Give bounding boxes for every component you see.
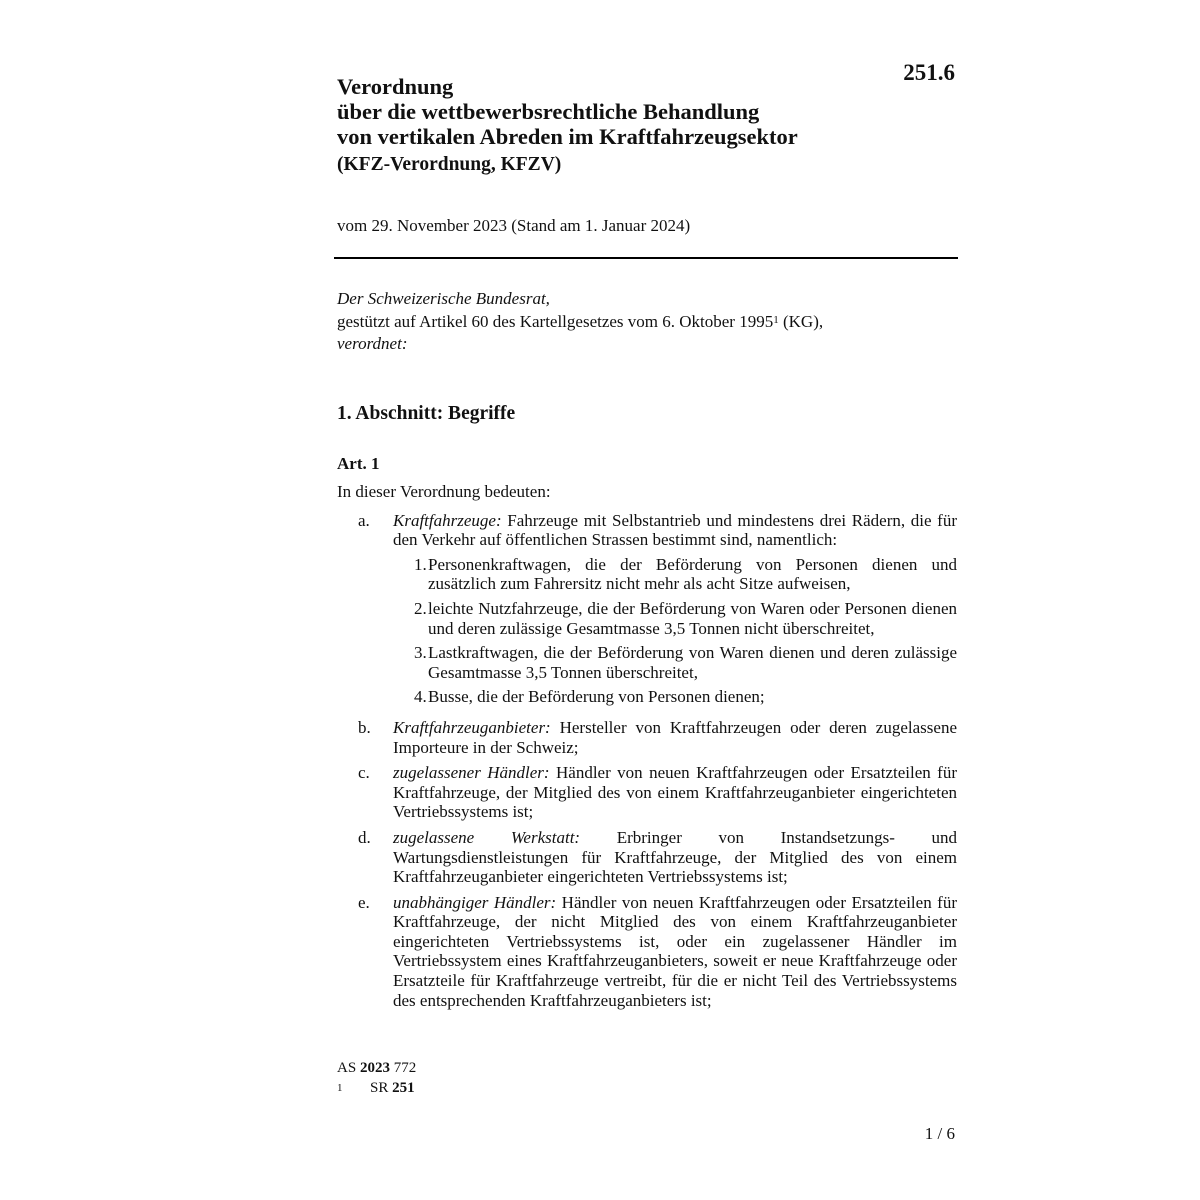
preamble-decree: verordnet: xyxy=(337,334,408,353)
preamble-authority: Der Schweizerische Bundesrat, xyxy=(337,289,550,308)
sr-ref-number: 251 xyxy=(392,1079,415,1096)
preamble-basis xyxy=(337,311,823,334)
item-marker: a. xyxy=(358,510,370,530)
defined-term: Kraftfahrzeuganbieter: xyxy=(393,717,551,737)
footnote-marker: 1 xyxy=(337,1081,343,1094)
sub-item xyxy=(393,687,957,707)
article-body xyxy=(337,482,957,1016)
page-number: 1 / 6 xyxy=(924,1124,955,1143)
sub-item xyxy=(393,599,957,638)
definition-item xyxy=(337,828,957,887)
date-line: vom 29. November 2023 (Stand am 1. Januar 2024) xyxy=(337,216,691,235)
section-heading: 1. Abschnitt: Begriffe xyxy=(337,403,516,424)
sub-item xyxy=(393,643,957,682)
footnotes xyxy=(337,1059,416,1098)
sub-item-marker: 2. xyxy=(414,598,427,618)
title-line: über die wettbewerbsrechtliche Behandlung xyxy=(337,99,760,124)
title-line: Verordnung xyxy=(337,74,454,99)
defined-term: unabhängiger Händler: xyxy=(393,892,557,912)
sr-prefix: SR xyxy=(370,1079,389,1096)
sr-number: 251.6 xyxy=(903,60,955,85)
sub-item-text: Busse, die der Beförderung von Personen dienen; xyxy=(428,687,765,707)
definition-item xyxy=(337,718,957,757)
article-intro: In dieser Verordnung bedeuten: xyxy=(337,482,551,501)
item-marker: b. xyxy=(358,717,371,737)
sub-item xyxy=(393,555,957,594)
definition-item xyxy=(337,893,957,1011)
defined-term: zugelassener Händler: xyxy=(393,763,550,783)
item-marker: d. xyxy=(358,827,371,847)
definition-text: Hersteller von Kraftfahrzeugen oder deren zugelassene Importeure in der Schweiz; xyxy=(393,717,957,757)
as-year: 2023 xyxy=(359,1060,390,1076)
definition-item xyxy=(337,511,957,712)
footnote-1 xyxy=(337,1079,416,1099)
sub-item-text: Lastkraftwagen, die der Beförderung von Waren dienen und deren zulässige Gesamtmasse 3,5 Tonnen überschreitet, xyxy=(428,643,957,682)
definition-text: Händler von neuen Kraftfahrzeugen oder Ersatzteilen für Kraftfahrzeuge, der nicht Mitglied des von einem Kraftfahrzeuganbieter eingerichteten Vertriebssystems ist, oder ein zugelassener Händler im Vertriebssystem eines Kraftfahrzeuganbieters, soweit er neue Kraftfahrzeuge oder Ersatzteile für Kraftfahrzeuge vertreibt, für die er nicht Teil des Vertriebssystems des entsprechenden Kraftfahrzeuganbieters ist; xyxy=(393,892,957,1010)
footnote-ref[interactable]: 1 xyxy=(773,313,779,326)
sub-item-text: Personenkraftwagen, die der Beförderung von Personen dienen und zusätzlich zum Fahrersitz nicht mehr als acht Sitze aufweisen, xyxy=(428,554,957,594)
sub-item-marker: 4. xyxy=(414,687,427,707)
sub-item-marker: 3. xyxy=(414,643,427,663)
preamble xyxy=(337,288,823,356)
sub-item-text: leichte Nutzfahrzeuge, die der Beförderung von Waren oder Personen dienen und deren zulässige Gesamtmasse 3,5 Tonnen nicht überschreitet, xyxy=(428,598,957,638)
article-heading: Art. 1 xyxy=(337,454,380,473)
preamble-basis-tail: (KG), xyxy=(778,311,824,331)
item-marker: c. xyxy=(358,763,370,783)
title-divider xyxy=(334,257,958,259)
title-line: von vertikalen Abreden im Kraftfahrzeugsektor xyxy=(337,124,798,149)
definition-text: Erbringer von Instandsetzungs- und Wartungsdienstleistungen für Kraftfahrzeuge, der Mitglied des von einem Kraftfahrzeuganbieter eingerichteten Vertriebssystems ist; xyxy=(393,827,957,887)
sub-item-marker: 1. xyxy=(414,554,427,574)
definition-text: Fahrzeuge mit Selbstantrieb und mindestens drei Rädern, die für den Verkehr auf öffentlichen Strassen bestimmt sind, namentlich: xyxy=(393,510,957,550)
defined-term: Kraftfahrzeuge: xyxy=(393,510,502,530)
document-title xyxy=(337,74,957,149)
official-collection-ref xyxy=(337,1059,416,1079)
definition-item xyxy=(337,763,957,822)
item-marker: e. xyxy=(358,892,370,912)
defined-term: zugelassene Werkstatt: xyxy=(393,827,581,847)
as-prefix: AS xyxy=(337,1060,357,1076)
as-page: 772 xyxy=(393,1060,417,1076)
short-title: (KFZ-Verordnung, KFZV) xyxy=(337,154,562,175)
definition-text: Händler von neuen Kraftfahrzeugen oder Ersatzteilen für Kraftfahrzeuge, der Mitglied des von einem Kraftfahrzeuganbieter eingerichteten Vertriebssystems ist; xyxy=(393,763,957,822)
preamble-basis-text: gestützt auf Artikel 60 des Kartellgesetzes vom 6. Oktober 1995 xyxy=(337,311,774,331)
